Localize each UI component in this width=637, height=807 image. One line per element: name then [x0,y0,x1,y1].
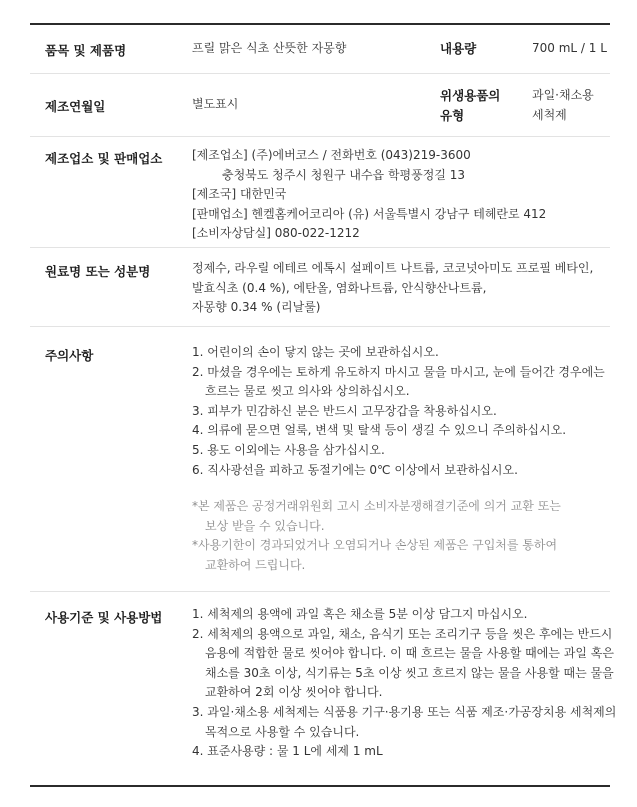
row-divider [30,73,610,74]
caution-note: 교환하여 드립니다. [205,557,306,572]
usage-item: 채소를 30초 이상, 식기류는 5초 이상 씻고 흐르지 않는 물을 사용할 때는 물을 [205,665,614,680]
hygiene-type-value-line2: 세척제 [532,107,567,122]
hygiene-type-value [532,86,594,125]
product-name-label: 품목 및 제품명 [45,43,127,58]
volume-label: 내용량 [440,41,477,56]
usage-item: 3. 과일·채소용 세척제는 식품용 기구·용기용 또는 식품 제조·가공장치용 세척제의 [192,704,617,719]
row-divider [30,136,610,137]
usage-item: 1. 세척제의 용액에 과일 혹은 채소를 5분 이상 담그지 마십시오. [192,607,528,621]
ingredients-value [192,259,593,318]
caution-item: 1. 어린이의 손이 닿지 않는 곳에 보관하십시오. [192,345,439,359]
cautions-value [192,343,605,480]
product-name-value: 프릴 맑은 식초 산뜻한 자몽향 [192,41,347,55]
manufacturer-line: [제조국] 대한민국 [192,187,287,202]
caution-item: 3. 피부가 민감하신 분은 반드시 고무장갑을 착용하십시오. [192,403,497,418]
cautions-label: 주의사항 [45,348,94,363]
cautions-notes [192,497,561,575]
ingredients-label: 원료명 또는 성분명 [45,264,151,279]
table-bottom-rule [30,785,610,787]
hygiene-type-label-line2: 유형 [440,108,465,123]
caution-item: 2. 마셨을 경우에는 토하게 유도하지 마시고 물을 마시고, 눈에 들어간 경우에는 [192,364,605,379]
row-divider [30,247,610,248]
row-divider [30,326,610,327]
manufacturer-line: [소비자상담실] 080-022-1212 [192,226,360,241]
hygiene-type-label-line1: 위생용품의 [440,88,501,103]
manufacturer-line: [제조업소] (주)에버코스 / 전화번호 (043)219-3600 [192,148,471,162]
manufacturer-label: 제조업소 및 판매업소 [45,151,163,166]
manufacturer-line: 충청북도 청주시 청원구 내수읍 학평풍정길 13 [222,167,465,182]
mfg-date-label: 제조연월일 [45,99,106,114]
ingredients-line: 정제수, 라우릴 에테르 에톡시 설페이트 나트륨, 코코넛아미도 프로필 베타인, [192,261,594,275]
caution-note: 보상 받을 수 있습니다. [205,518,325,533]
caution-note: *사용기한이 경과되었거나 오염되거나 손상된 제품은 구입처를 통하여 [192,538,558,553]
ingredients-line: 자몽향 0.34 % (리날룰) [192,300,321,315]
usage-item: 교환하여 2회 이상 씻어야 합니다. [205,685,383,700]
caution-item: 4. 의류에 묻으면 얼룩, 변색 및 탈색 등이 생길 수 있으니 주의하십시오. [192,423,567,438]
caution-item: 6. 직사광선을 피하고 동절기에는 0℃ 이상에서 보관하십시오. [192,462,518,477]
hygiene-type-value-line1: 과일·채소용 [532,88,594,102]
table-top-rule [30,23,610,25]
manufacturer-value [192,146,546,244]
usage-item: 2. 세척제의 용액으로 과일, 채소, 음식기 또는 조리기구 등을 씻은 후에는 반드시 [192,626,613,641]
caution-item: 흐르는 물로 씻고 의사와 상의하십시오. [205,384,410,399]
caution-item: 5. 용도 이외에는 사용을 삼가십시오. [192,442,385,457]
volume-value: 700 mL / 1 L [532,41,607,55]
row-divider [30,591,610,592]
usage-item: 목적으로 사용할 수 있습니다. [205,724,360,739]
usage-value [192,605,616,762]
usage-item: 음용에 적합한 물로 씻어야 합니다. 이 때 흐르는 물을 사용할 때에는 과일 혹은 [205,646,614,661]
usage-label: 사용기준 및 사용방법 [45,610,163,625]
hygiene-type-label [440,86,500,126]
manufacturer-line: [판매업소] 헨켈홈케어코리아 (유) 서울특별시 강남구 테헤란로 412 [192,206,547,221]
mfg-date-value: 별도표시 [192,97,239,111]
caution-note: *본 제품은 공정거래위원회 고시 소비자분쟁해결기준에 의거 교환 또는 [192,499,561,513]
ingredients-line: 발효식초 (0.4 %), 에탄올, 염화나트륨, 안식향산나트륨, [192,280,487,295]
usage-item: 4. 표준사용량 : 물 1 L에 세제 1 mL [192,744,383,759]
